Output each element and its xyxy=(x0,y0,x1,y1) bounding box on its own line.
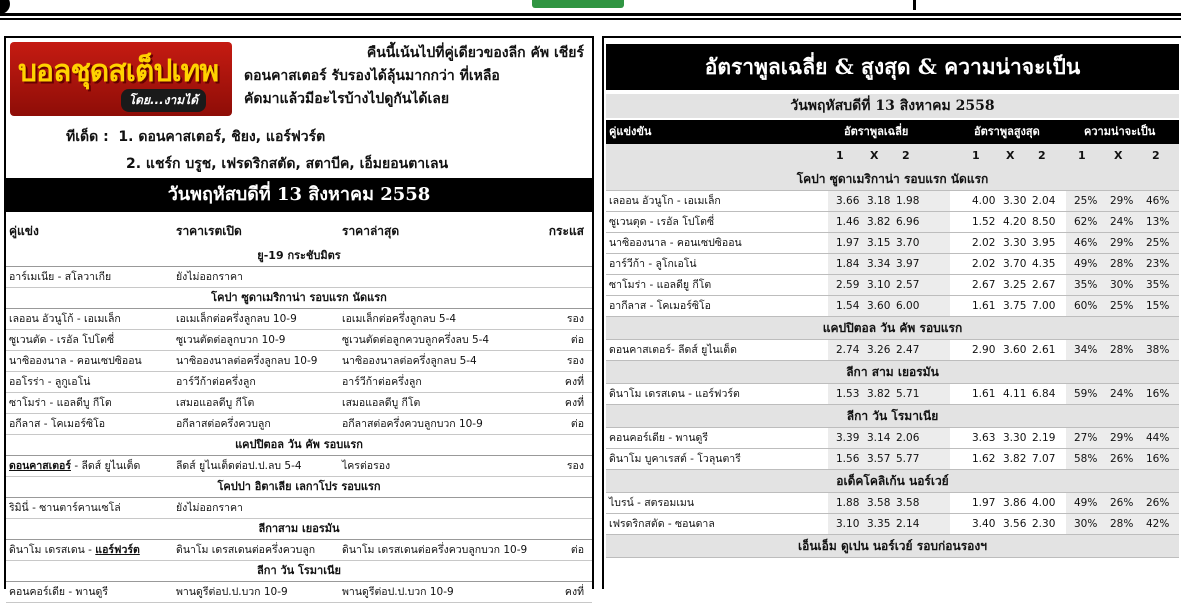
tips-column xyxy=(4,36,594,598)
section-title: เอ็นเอ็ม ดูเปน นอร์เวย์ รอบก่อนรองฯ xyxy=(798,539,987,553)
probability-cell: 28% xyxy=(1110,518,1134,530)
probability-cell: 30% xyxy=(1110,279,1134,291)
max-odds-cell: 4.11 xyxy=(1003,388,1027,400)
header-prob: ความน่าจะเป็น xyxy=(1084,125,1156,138)
tips-block xyxy=(66,124,448,178)
max-odds-cell: 2.67 xyxy=(972,279,996,291)
probability-cell: 24% xyxy=(1110,216,1134,228)
probability-cell: 29% xyxy=(1110,432,1134,444)
avg-odds-cell: 3.10 xyxy=(867,279,891,291)
latest-odds-cell: อกีลาสต่อครึ่งควบลูกบวก 10-9 xyxy=(342,418,483,430)
match-cell: ซาโมร่า - แอลดีบู กีโต xyxy=(9,397,112,409)
section-title: ยู-19 กระชับมิตร xyxy=(257,249,341,262)
table-row xyxy=(6,267,592,288)
avg-odds-cell: 2.57 xyxy=(896,279,920,291)
max-odds-cell: 4.35 xyxy=(1032,258,1056,270)
avg-odds-cell: 1.46 xyxy=(836,216,860,228)
table-row xyxy=(6,309,592,330)
avg-odds-cell: 6.96 xyxy=(896,216,920,228)
table-row xyxy=(6,330,592,351)
probability-cell: 42% xyxy=(1146,518,1170,530)
header-rule-thick xyxy=(0,13,1181,16)
match-away: - ลีดส์ ยูไนเต็ด xyxy=(71,460,141,472)
trend-cell: รอง xyxy=(566,313,584,325)
section-heading xyxy=(6,561,592,582)
probability-cell: 26% xyxy=(1110,453,1134,465)
avg-odds-cell: 3.58 xyxy=(867,497,891,509)
max-odds-cell: 2.02 xyxy=(972,237,996,249)
avg-odds-cell: 3.14 xyxy=(867,432,891,444)
trend-cell: รอง xyxy=(566,355,584,367)
probability-cell: 46% xyxy=(1074,237,1098,249)
probability-cell: 26% xyxy=(1146,497,1170,509)
right-date-banner: วันพฤหัสบดีที่ 13 สิงหาคม 2558 xyxy=(606,94,1179,118)
section-heading xyxy=(6,435,592,456)
match-cell: ซูเวนตุด - เรอัล โปโตซี่ xyxy=(609,216,715,228)
section-title: แคปปิตอล วัน คัพ รอบแรก xyxy=(235,438,363,451)
section-heading xyxy=(6,246,592,267)
table-row xyxy=(606,254,1179,275)
open-odds-cell: ซูเวนตัดต่อลูกบวก 10-9 xyxy=(176,334,286,346)
avg-odds-cell: 1.56 xyxy=(836,453,860,465)
sub-one: 1 xyxy=(1078,149,1086,162)
avg-odds-cell: 3.82 xyxy=(867,388,891,400)
bullet-dot xyxy=(0,0,10,14)
trend-cell: ต่อ xyxy=(570,418,584,430)
max-odds-cell: 3.56 xyxy=(1003,518,1027,530)
max-odds-cell: 3.30 xyxy=(1003,195,1027,207)
section-title: ลีกาสาม เยอรมัน xyxy=(258,522,340,535)
avg-odds-cell: 3.15 xyxy=(867,237,891,249)
table-row xyxy=(606,340,1179,361)
column-logo xyxy=(10,42,232,116)
table-row xyxy=(6,540,592,561)
avg-odds-cell: 3.18 xyxy=(867,195,891,207)
header-trend: กระแส xyxy=(548,224,584,238)
avg-odds-cell: 1.97 xyxy=(836,237,860,249)
max-odds-cell: 3.86 xyxy=(1003,497,1027,509)
open-odds-cell: อกีลาสต่อครึ่งควบลูก xyxy=(176,418,271,430)
avg-odds-cell: 2.59 xyxy=(836,279,860,291)
table-row xyxy=(606,514,1179,535)
sub-x: X xyxy=(1114,149,1123,162)
probability-cell: 13% xyxy=(1146,216,1170,228)
avg-odds-cell: 3.97 xyxy=(896,258,920,270)
max-odds-cell: 2.30 xyxy=(1032,518,1056,530)
trend-cell: คงที่ xyxy=(564,376,584,388)
table-row xyxy=(606,296,1179,317)
trend-cell: รอง xyxy=(566,460,584,472)
avg-odds-cell: 3.35 xyxy=(867,518,891,530)
trend-cell: ต่อ xyxy=(570,544,584,556)
section-title: ลีกา สาม เยอรมัน xyxy=(846,365,939,379)
open-odds-cell: ยังไม่ออกราคา xyxy=(176,502,243,514)
section-title: โคปปา อิตาเลีย เลกาโปร รอบแรก xyxy=(217,480,381,493)
match-cell: นาซิอองนาล - คอนเซปซิออน xyxy=(609,237,742,249)
match-cell: เลออน อัวนูโก - เอเมเล็ก xyxy=(609,195,721,207)
max-odds-cell: 2.61 xyxy=(1032,344,1056,356)
avg-odds-cell: 3.58 xyxy=(896,497,920,509)
match-cell: คอนคอร์เดีย - พานดูรี xyxy=(9,586,108,598)
probability-cell: 30% xyxy=(1074,518,1098,530)
max-odds-cell: 3.75 xyxy=(1003,300,1027,312)
page-header-strip xyxy=(0,0,1181,20)
max-odds-cell: 1.62 xyxy=(972,453,996,465)
avg-odds-cell: 5.77 xyxy=(896,453,920,465)
latest-odds-cell: ไครต่อรอง xyxy=(342,460,391,472)
probability-cell: 15% xyxy=(1146,300,1170,312)
avg-odds-cell: 3.60 xyxy=(867,300,891,312)
probability-cell: 38% xyxy=(1146,344,1170,356)
probability-cell: 27% xyxy=(1074,432,1098,444)
probability-cell: 35% xyxy=(1146,279,1170,291)
logo-title: บอลชุดสเต็ปเทพ xyxy=(18,54,219,89)
section-heading xyxy=(606,317,1179,340)
probability-cell: 44% xyxy=(1146,432,1170,444)
avg-odds-cell: 3.10 xyxy=(836,518,860,530)
latest-odds-cell: ดินาโม เดรสเดนต่อครึ่งควบลูกบวก 10-9 xyxy=(342,544,528,556)
section-title: โคปา ซูดาเมริกาน่า รอบแรก นัดแรก xyxy=(796,172,989,186)
match-cell: คอนคอร์เดีย - พานดูรี xyxy=(609,432,708,444)
header-match: คู่แข่ง xyxy=(9,224,39,238)
sub-one: 1 xyxy=(836,149,844,162)
match-cell: ซูเวนตัด - เรอัล โปโตซี่ xyxy=(9,334,115,346)
open-odds-cell: ลีดส์ ยูไนเต็ดต่อป.ป.ลบ 5-4 xyxy=(176,460,302,472)
brand-logo xyxy=(532,0,624,8)
odds-column xyxy=(602,36,1181,589)
trend-cell: คงที่ xyxy=(564,586,584,598)
intro-text xyxy=(244,42,584,111)
table-row xyxy=(6,456,592,477)
probability-cell: 58% xyxy=(1074,453,1098,465)
latest-odds-cell: นาซิอองนาลต่อครึ่งลูกลบ 5-4 xyxy=(342,355,477,367)
open-odds-cell: เอเมเล็กต่อครึ่งลูกลบ 10-9 xyxy=(176,313,297,325)
table-row xyxy=(6,351,592,372)
probability-cell: 23% xyxy=(1146,258,1170,270)
tips-row-1: 1. ดอนคาสเตอร์, ชิยง, แอร์ฟวร์ต xyxy=(118,129,326,145)
sub-x: X xyxy=(870,149,879,162)
max-odds-cell: 4.00 xyxy=(972,195,996,207)
sub-one: 1 xyxy=(972,149,980,162)
match-cell: ออโรร่า - ลูกูเอโน่ xyxy=(9,376,91,388)
probability-cell: 49% xyxy=(1074,497,1098,509)
section-heading xyxy=(606,535,1179,558)
table-row xyxy=(606,275,1179,296)
match-cell: อกีลาส - โคเมอร์ซิโอ xyxy=(9,418,106,430)
probability-cell: 26% xyxy=(1110,497,1134,509)
open-odds-cell: นาซิอองนาลต่อครึ่งลูกลบ 10-9 xyxy=(176,355,318,367)
match-cell: นาซิอองนาล - คอนเซปซิออน xyxy=(9,355,142,367)
table-row xyxy=(6,498,592,519)
probability-cell: 46% xyxy=(1146,195,1170,207)
match-cell: ดอนคาสเตอร์- ลีดส์ ยูไนเต็ด xyxy=(609,344,737,356)
probability-cell: 16% xyxy=(1146,453,1170,465)
max-odds-cell: 3.63 xyxy=(972,432,996,444)
match-cell: เลออน อัวนูโก้ - เอเมเล็ก xyxy=(9,313,121,325)
left-date-banner: วันพฤหัสบดีที่ 13 สิงหาคม 2558 xyxy=(6,178,592,212)
max-odds-cell: 7.00 xyxy=(1032,300,1056,312)
avg-odds-cell: 1.84 xyxy=(836,258,860,270)
max-odds-cell: 3.25 xyxy=(1003,279,1027,291)
probability-cell: 25% xyxy=(1074,195,1098,207)
section-title: แคปปิตอล วัน คัพ รอบแรก xyxy=(822,321,963,335)
match-cell: อาร์วีก้า - ลูโกเอโน่ xyxy=(609,258,697,270)
max-odds-cell: 3.40 xyxy=(972,518,996,530)
table-row xyxy=(606,493,1179,514)
sub-two: 2 xyxy=(902,149,910,162)
open-odds-cell: พานดูรีต่อป.ป.บวก 10-9 xyxy=(176,586,288,598)
section-heading xyxy=(6,477,592,498)
table-row xyxy=(606,233,1179,254)
section-heading xyxy=(606,405,1179,428)
table-row xyxy=(606,449,1179,470)
table-row xyxy=(606,384,1179,405)
avg-odds-cell: 2.06 xyxy=(896,432,920,444)
match-cell xyxy=(9,540,140,560)
probability-cell: 25% xyxy=(1146,237,1170,249)
match-away-highlight: แอร์ฟวร์ต xyxy=(95,544,140,556)
open-odds-cell: เสมอแอลดีบู กีโต xyxy=(176,397,255,409)
header-rule-thin xyxy=(0,18,1181,20)
match-cell: อาร์เมเนีย - สโลวาเกีย xyxy=(9,271,112,283)
table-row xyxy=(606,191,1179,212)
intro-line-3: คัดมาแล้วมีอะไรบ้างไปดูกันได้เลย xyxy=(244,91,450,107)
max-odds-cell: 2.04 xyxy=(1032,195,1056,207)
latest-odds-cell: พานดูรีต่อป.ป.บวก 10-9 xyxy=(342,586,454,598)
section-title: อเด็คโคลิเก้น นอร์เวย์ xyxy=(836,474,949,488)
match-home-highlight: ดอนคาสเตอร์ xyxy=(9,460,71,472)
header-open: ราคาเรตเปิด xyxy=(176,224,242,238)
max-odds-cell: 1.52 xyxy=(972,216,996,228)
max-odds-cell: 1.61 xyxy=(972,388,996,400)
section-heading xyxy=(606,361,1179,384)
avg-odds-cell: 3.39 xyxy=(836,432,860,444)
right-title-banner: อัตราพูลเฉลี่ย & สูงสุด & ความน่าจะเป็น xyxy=(606,44,1179,90)
right-subheader xyxy=(606,144,1179,168)
max-odds-cell: 3.82 xyxy=(1003,453,1027,465)
max-odds-cell: 3.70 xyxy=(1003,258,1027,270)
max-odds-cell: 3.60 xyxy=(1003,344,1027,356)
probability-cell: 62% xyxy=(1074,216,1098,228)
right-table-header xyxy=(606,120,1179,144)
table-row xyxy=(6,582,592,603)
avg-odds-cell: 1.54 xyxy=(836,300,860,312)
tips-row-2: 2. แชร์ก บรูช, เฟรดริกสตัด, สตาบีค, เอ็มยอนตาเลน xyxy=(126,156,449,172)
probability-cell: 28% xyxy=(1110,258,1134,270)
latest-odds-cell: เอเมเล็กต่อครึ่งลูกลบ 5-4 xyxy=(342,313,457,325)
match-cell: ริมินี่ - ซานตาร์คานเซโล่ xyxy=(9,502,121,514)
avg-odds-cell: 2.14 xyxy=(896,518,920,530)
avg-odds-cell: 3.66 xyxy=(836,195,860,207)
sub-two: 2 xyxy=(1038,149,1046,162)
probability-cell: 24% xyxy=(1110,388,1134,400)
avg-odds-cell: 1.53 xyxy=(836,388,860,400)
avg-odds-cell: 1.98 xyxy=(896,195,920,207)
avg-odds-cell: 3.57 xyxy=(867,453,891,465)
probability-cell: 28% xyxy=(1110,344,1134,356)
section-heading xyxy=(606,168,1179,191)
tips-label: ทีเด็ด : xyxy=(66,129,109,145)
probability-cell: 49% xyxy=(1074,258,1098,270)
open-odds-cell: ยังไม่ออกราคา xyxy=(176,271,243,283)
max-odds-cell: 3.30 xyxy=(1003,237,1027,249)
max-odds-cell: 7.07 xyxy=(1032,453,1056,465)
match-cell: เฟรดริกสตัด - ซอนดาล xyxy=(609,518,715,530)
max-odds-cell: 1.97 xyxy=(972,497,996,509)
match-home: ดินาโม เดรสเดน - xyxy=(9,544,96,556)
avg-odds-cell: 5.71 xyxy=(896,388,920,400)
probability-cell: 35% xyxy=(1074,279,1098,291)
max-odds-cell: 8.50 xyxy=(1032,216,1056,228)
trend-cell: คงที่ xyxy=(564,397,584,409)
max-odds-cell: 1.61 xyxy=(972,300,996,312)
intro-line-2: ดอนคาสเตอร์ รับรองได้ลุ้นมากกว่า ที่เหลือ xyxy=(244,68,500,84)
left-table-body xyxy=(6,246,592,603)
avg-odds-cell: 3.82 xyxy=(867,216,891,228)
probability-cell: 25% xyxy=(1110,300,1134,312)
table-row xyxy=(6,372,592,393)
avg-odds-cell: 1.88 xyxy=(836,497,860,509)
match-cell: ซาโมร่า - แอลดียู กีโต xyxy=(609,279,712,291)
probability-cell: 34% xyxy=(1074,344,1098,356)
max-odds-cell: 2.67 xyxy=(1032,279,1056,291)
match-cell: อากีลาส - โคเมอร์ซิโอ xyxy=(609,300,711,312)
section-heading xyxy=(6,288,592,309)
match-cell: ดินาโม เดรสเดน - แอร์ฟวร์ต xyxy=(609,388,740,400)
right-table-body xyxy=(606,168,1179,558)
probability-cell: 29% xyxy=(1110,237,1134,249)
section-title: ลีกา วัน โรมาเนีย xyxy=(846,409,939,423)
probability-cell: 60% xyxy=(1074,300,1098,312)
max-odds-cell: 3.95 xyxy=(1032,237,1056,249)
table-row xyxy=(606,428,1179,449)
latest-odds-cell: อาร์วีก้าต่อครึ่งลูก xyxy=(342,376,422,388)
match-cell: ดินาโม บูคาเรสต์ - โวลุนตารี xyxy=(609,453,741,465)
header-match: คู่แข่งขัน xyxy=(609,125,652,138)
max-odds-cell: 6.84 xyxy=(1032,388,1056,400)
section-heading xyxy=(6,519,592,540)
table-row xyxy=(6,393,592,414)
section-heading xyxy=(606,470,1179,493)
probability-cell: 29% xyxy=(1110,195,1134,207)
section-title: โคปา ซูดาเมริกาน่า รอบแรก นัดแรก xyxy=(211,291,387,304)
probability-cell: 59% xyxy=(1074,388,1098,400)
latest-odds-cell: เสมอแอลดีบู กีโต xyxy=(342,397,421,409)
header-latest: ราคาล่าสุด xyxy=(342,224,400,238)
open-odds-cell: ดินาโม เดรสเดนต่อครึ่งควบลูก xyxy=(176,544,316,556)
avg-odds-cell: 2.47 xyxy=(896,344,920,356)
latest-odds-cell: ซูเวนตัดต่อลูกควบลูกครึ่งลบ 5-4 xyxy=(342,334,490,346)
header-tick xyxy=(913,0,916,10)
sub-x: X xyxy=(1006,149,1015,162)
logo-byline: โดย...งามได้ xyxy=(121,89,206,112)
intro-line-1: คืนนี้เน้นไปที่คู่เดียวของลีก คัพ เชียร์ xyxy=(366,45,584,61)
header-avg: อัตราพูลเฉลี่ย xyxy=(844,125,909,138)
max-odds-cell: 2.90 xyxy=(972,344,996,356)
match-cell xyxy=(9,456,140,476)
table-row xyxy=(606,212,1179,233)
header-max: อัตราพูลสูงสุด xyxy=(974,125,1040,138)
match-cell: ไบรน์ - สตรอมเมน xyxy=(609,497,695,509)
avg-odds-cell: 2.74 xyxy=(836,344,860,356)
avg-odds-cell: 6.00 xyxy=(896,300,920,312)
open-odds-cell: อาร์วีก้าต่อครึ่งลูก xyxy=(176,376,256,388)
max-odds-cell: 4.00 xyxy=(1032,497,1056,509)
avg-odds-cell: 3.26 xyxy=(867,344,891,356)
max-odds-cell: 2.02 xyxy=(972,258,996,270)
max-odds-cell: 3.30 xyxy=(1003,432,1027,444)
section-title: ลีกา วัน โรมาเนีย xyxy=(257,564,341,577)
avg-odds-cell: 3.70 xyxy=(896,237,920,249)
sub-two: 2 xyxy=(1152,149,1160,162)
avg-odds-cell: 3.34 xyxy=(867,258,891,270)
max-odds-cell: 4.20 xyxy=(1003,216,1027,228)
table-row xyxy=(6,414,592,435)
trend-cell: ต่อ xyxy=(570,334,584,346)
probability-cell: 16% xyxy=(1146,388,1170,400)
max-odds-cell: 2.19 xyxy=(1032,432,1056,444)
